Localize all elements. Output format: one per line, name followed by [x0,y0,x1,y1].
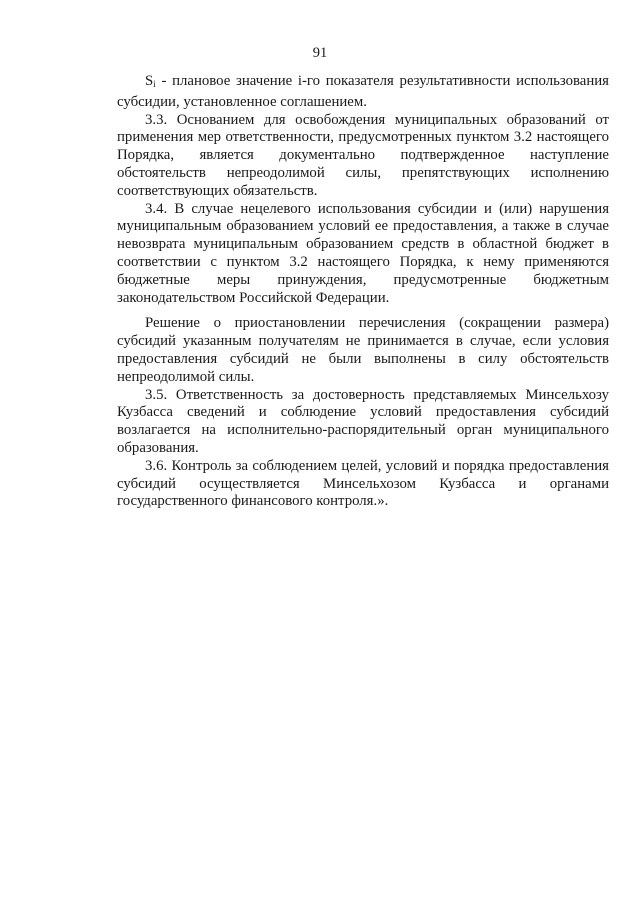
paragraph-3-5: 3.5. Ответственность за достоверность представляемых Минсельхозу Кузбасса сведений и соблюдение условий предоставления субсидий возлагается на исполнительно-распорядительный орган муниципального образования. [117,386,609,456]
page-number: 91 [312,45,328,61]
paragraph-suspension-decision: Решение о приостановлении перечисления (сокращении размера) субсидий указанным получателям не принимается в случае, если условия предоставления субсидий не были выполнены в силу обстоятельств непреодолимой силы. [117,315,609,385]
indicator-definition-text: - плановое значение i-го показателя результативности использования субсидии, установленное соглашением. [117,73,609,110]
document-body [117,73,609,511]
indicator-symbol: S [145,73,154,89]
paragraph-3-6: 3.6. Контроль за соблюдением целей, условий и порядка предоставления субсидий осуществляется Минсельхозом Кузбасса и органами государственного финансового контроля.». [117,457,609,510]
paragraph-3-3: 3.3. Основанием для освобождения муниципальных образований от применения мер ответственности, предусмотренных пунктом 3.2 настоящего Порядка, является документально подтвержденное наступление обстоятельств непреодолимой силы, препятствующих исполнению соответствующих обязательств. [117,111,609,199]
paragraph-indicator-definition [117,73,609,112]
indicator-symbol-subscript: i [153,79,156,89]
paragraph-3-4: 3.4. В случае нецелевого использования субсидии и (или) нарушения муниципальным образованием условий ее предоставления, а также в случае невозврата муниципальным образованием средств в областной бюджет в соответствии с пунктом 3.2 настоящего Порядка, к нему применяются бюджетные меры принуждения, предусмотренные бюджетным законодательством Российской Федерации. [117,200,609,306]
